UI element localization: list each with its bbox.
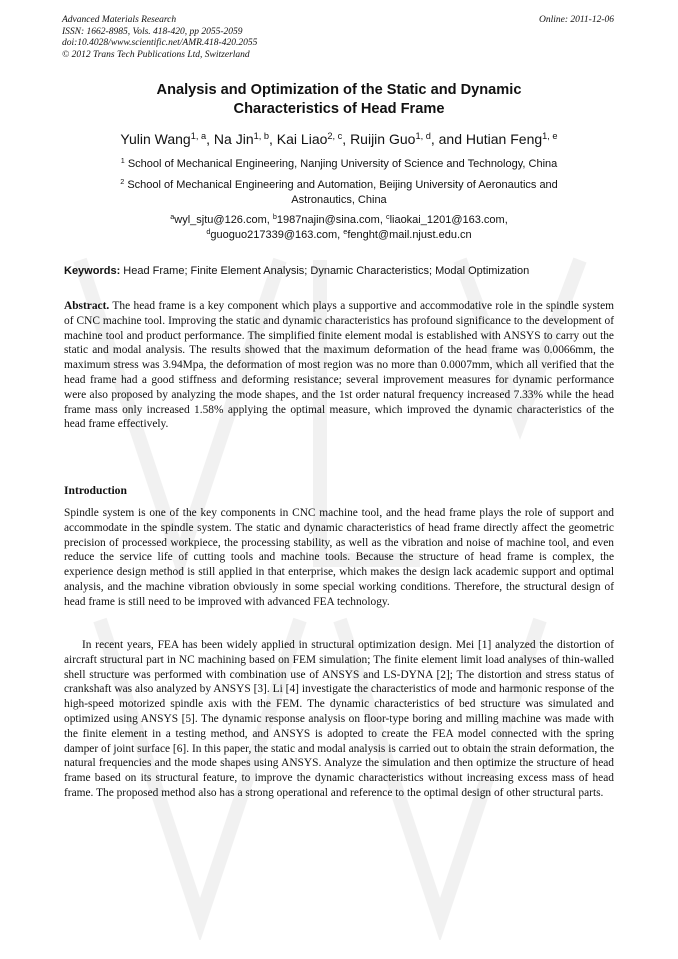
section-heading-introduction: Introduction — [64, 484, 127, 497]
email: liaokai_1201@163.com, — [389, 214, 508, 226]
affiliation-2 — [62, 178, 616, 208]
email: wyl_sjtu@126.com, — [174, 214, 273, 226]
affiliation-text-continued: Astronautics, China — [291, 194, 387, 206]
email-addresses — [62, 213, 616, 243]
title-line-1: Analysis and Optimization of the Static and Dynamic — [156, 82, 522, 98]
author-name: Ruijin Guo — [350, 131, 416, 147]
affiliation-1 — [62, 157, 616, 172]
introduction-paragraph-2: In recent years, FEA has been widely applied in structural optimization design. Mei [1] analyzed the distortion of aircraft structural part in NC machining based on FEM simulation; The finite element limit load analyses of thin-walled shell structure was performed with combination use of ANSYS and LS-DYNA [2]; The distortion and stress status of crankshaft was also analyzed by ANSYS [3]. Li [4] investigate the characteristics of mode and harmonic response of the high-speed motorized spindle axis with the FEM. The dynamic characteristics of bed structure was simulated and optimized using ANSYS [5]. The dynamic response analysis on floor-type boring and milling machine was made with the finite element in a testing method, and ANSYS is adopted to create the FEA model connected with the spring damper of joint surface [6]. In this paper, the static and modal analysis is carried out to obtain the strain deformation, the natural frequencies and the mode shapes using ANSYS. Analyze the simulation and then optimize the structure of head frame based on its structural feature, to improve the dynamic characteristics without increasing excess mass of head frame. The proposed method also has a strong operational and reference to the optimal design of other structural parts. — [64, 639, 614, 799]
email: fenght@mail.njust.edu.cn — [347, 229, 472, 241]
email-mark: c — [385, 212, 390, 222]
affiliation-text: School of Mechanical Engineering, Nanjing University of Science and Technology, China — [127, 158, 558, 170]
author-list — [62, 130, 616, 148]
author-affiliation-mark: 1, d — [415, 131, 431, 142]
keywords-text: Head Frame; Finite Element Analysis; Dynamic Characteristics; Modal Optimization — [120, 265, 530, 277]
affiliation-text: School of Mechanical Engineering and Automation, Beijing University of Aeronautics and — [127, 179, 558, 191]
email-mark: a — [170, 212, 175, 222]
author-affiliation-mark: 2, c — [327, 131, 343, 142]
paper-title — [62, 81, 616, 119]
affiliation-number: 2 — [120, 177, 125, 187]
affiliation-number: 1 — [120, 156, 125, 166]
email-mark: e — [343, 227, 348, 237]
issn-line: ISSN: 1662-8985, Vols. 418-420, pp 2055-2059 — [62, 26, 243, 37]
abstract-label: Abstract. — [64, 300, 110, 312]
author-separator: , — [206, 131, 214, 147]
journal-name: Advanced Materials Research — [62, 15, 177, 25]
author-affiliation-mark: 1, a — [190, 131, 207, 142]
email: guoguo217339@163.com, — [210, 229, 344, 241]
online-date: Online: 2011-12-06 — [538, 15, 614, 25]
copyright-line: © 2012 Trans Tech Publications Ltd, Switzerland — [62, 49, 250, 60]
keywords — [64, 264, 624, 278]
author-affiliation-mark: 1, b — [253, 131, 270, 142]
author-separator: , — [269, 131, 277, 147]
title-line-2: Characteristics of Head Frame — [233, 101, 445, 117]
introduction-paragraph-1: Spindle system is one of the key components in CNC machine tool, and the head frame plays the role of support and accommodate in the spindle system. The static and dynamic characteristics of head frame directly affect the geometric precision of processed workpiece, the processing stability, as well as the vibration and noise of machine tool, and even reduce the service life of cutting tools and machine tools. Because the structure of head frame is complex, the experience design method is still applied in that enterprise, which makes the design lack academic support and optimal analysis, and the machine vibration obviously in some special working conditions. Therefore, the structural design of head frame is still need to be improved with advanced FEA technology. — [64, 507, 614, 608]
abstract — [64, 299, 614, 432]
author-separator: , — [342, 131, 351, 147]
journal-header — [62, 15, 257, 61]
author-separator: , and — [430, 131, 466, 147]
abstract-text: The head frame is a key component which plays a supportive and accommodative role in the spindle system of CNC machine tool. Improving the static and dynamic characteristics has profound significance to the development of machine tool and product performance. The simplified finite element modal is established with ANSYS to carry out the static and modal analysis. The results showed that the maximum deformation of the head frame was 0.0066mm, the maximum stress was 3.94Mpa, the deformation of most region was no more than 0.0007mm, which all verified that the head frame had a good stiffness and deforming resistance; several improvement measures for dynamic performance were also proposed by analyzing the mode shapes, and the 1st order natural frequency increased 7.33% while the head frame mass only increased 1.58% applying the optimal measure, which improved the dynamic characteristics of the head frame effectively. — [64, 300, 614, 431]
author-name: Kai Liao — [276, 131, 328, 147]
email-mark: d — [206, 227, 211, 237]
keywords-label: Keywords: — [64, 265, 121, 277]
author-name: Yulin Wang — [120, 131, 191, 147]
author-affiliation-mark: 1, e — [542, 131, 558, 142]
author-name: Hutian Feng — [465, 131, 543, 147]
author-name: Na Jin — [213, 131, 254, 147]
doi-line: doi:10.4028/www.scientific.net/AMR.418-420.2055 — [62, 38, 258, 48]
email: 1987najin@sina.com, — [276, 214, 386, 226]
email-mark: b — [272, 212, 277, 222]
